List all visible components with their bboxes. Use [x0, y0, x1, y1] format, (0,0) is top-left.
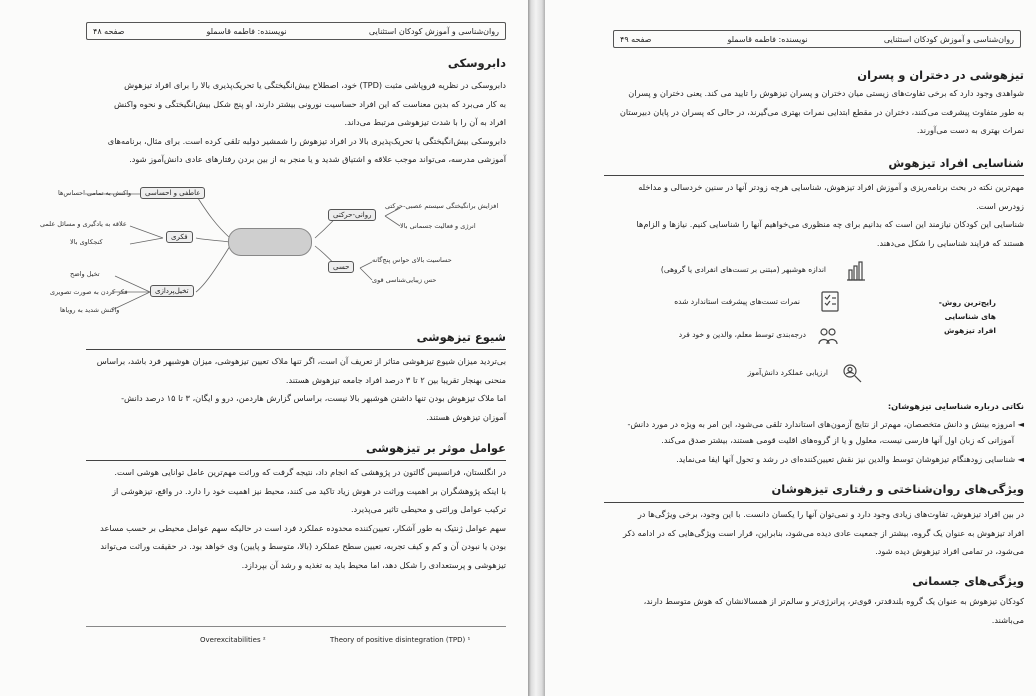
header-book-title: روان‌شناسی و آموزش کودکان استثنایی [883, 34, 1014, 44]
mindmap-leaf: حساسیت بالای حواس پنج‌گانه [372, 256, 452, 264]
header-book-title: روان‌شناسی و آموزش کودکان استثنایی [368, 26, 499, 36]
mindmap-leaf: افزایش برانگیختگی سیستم عصبی-حرکتی [385, 202, 499, 210]
mindmap-leaf: واکنش شدید به رویاها [60, 306, 120, 314]
method-item: اندازه هوشبهر (مبتنی بر تست‌های انفرادی یا گروهی) [660, 265, 826, 274]
paragraph-line: ترکیب عوامل وراثتی و محیطی تاثیر می‌پذیرد. [350, 504, 506, 514]
mindmap-center-node [228, 228, 312, 256]
paragraph-line: با اینکه پژوهشگران بر اهمیت وراثت در هوش زیاد تاکید می کنند، محیط نیز اهمیت خود را دارد. در واقع، تیزهوشی از [112, 485, 506, 496]
note-item [627, 416, 1024, 433]
mindmap-branch-intellectual: فکری [166, 231, 193, 243]
book-gutter [528, 0, 545, 696]
section-divider [86, 349, 506, 350]
paragraph-line: می‌شود، در تمامی افراد تیزهوش دیده شود. [875, 546, 1024, 556]
header-page-number: صفحه ۴۹ [620, 34, 652, 44]
mindmap-leaf: علاقه به یادگیری و مسائل علمی [40, 220, 127, 228]
paragraph-line: شواهدی وجود دارد که برخی تفاوت‌های زیستی میان دختران و پسران تیزهوش را تایید می کند. یعنی دختران و پسران [628, 88, 1024, 98]
paragraph-line: افراد تیزهوش به عنوان یک گروه، بیشتر از جمعیت عادی دیده می‌شود، بنابراین، قرار است ویژگی‌هایی که در ادامه ذکر [622, 527, 1024, 538]
section-title-dabrowski: دابروسکی [447, 56, 506, 70]
section-body-identification [604, 178, 1024, 252]
paragraph-line: منحنی بهنجار تقریبا بین ۲ تا ۳ درصد افراد جامعه تیزهوش هستند. [285, 374, 506, 385]
mindmap-leaf: واکنش به تمامی احساس‌ها [58, 189, 132, 197]
methods-heading-line: رایج‌ترین روش- [938, 298, 996, 307]
mindmap-leaf: فکر کردن به صورت تصویری [50, 288, 128, 296]
magnifier-person-icon [841, 362, 863, 384]
section-title-girls-boys: تیزهوشی در دختران و پسران [857, 68, 1024, 82]
section-body-dabrowski [86, 76, 506, 169]
paragraph-line: افراد به آن را با شدت تیزهوشی مرتبط می‌داند. [344, 117, 506, 127]
section-body-physical [604, 592, 1024, 629]
mindmap-branch-psychomotor: روانی-حرکتی [328, 209, 376, 221]
section-body-girls-boys [604, 84, 1024, 140]
paragraph-line: زودرس است. [976, 200, 1024, 211]
paragraph-line: به طور متفاوت پیشرفت می‌کنند، دختران در مقطع ابتدایی نمرات بهتری می‌گیرند، در حالی که پسران در پایان دبیرستان [619, 106, 1024, 117]
section-divider [86, 460, 506, 461]
paragraph-line: دابروسکی بیش‌انگیختگی یا تحریک‌پذیری بالا در افراد تیزهوش را شمشیر دولبه تلقی کرده است. برای مثال، برنامه‌های [107, 135, 506, 146]
mindmap-leaf: حس زیبایی‌شناسی قوی [372, 276, 437, 284]
paragraph-line: دابروسکی در نظریه فروپاشی مثبت (TPD) خود، اصطلاح بیش‌انگیختگی یا تحریک‌پذیری بالا را برای افراد تیزهوش [124, 80, 506, 90]
method-item: درجه‌بندی توسط معلم، والدین و خود فرد [678, 330, 806, 339]
paragraph-line: در انگلستان، فرانسیس گالتون در پژوهشی که انجام داد، نتیجه گرفت که وراثت مهم‌ترین عامل توانایی هوشی است. [114, 467, 506, 477]
overexcitability-mindmap [0, 180, 528, 330]
paragraph-line: بودن یا نبودن آن و کم و کیف تجربه، تعیین سطح عملکرد (بالا، متوسط و پایین) وی خواهد بود. در حقیقت وراثت می‌تواند [100, 541, 506, 551]
mindmap-leaf: انرژی و فعالیت جسمانی بالا [400, 222, 476, 230]
checklist-icon [819, 290, 841, 312]
paragraph-line: نمرات بهتری به دست می‌آورند. [916, 125, 1024, 135]
header-author: نویسنده: فاطمه قاسملو [206, 26, 287, 36]
section-title-physical: ویژگی‌های جسمانی [912, 574, 1024, 588]
header-author: نویسنده: فاطمه قاسملو [727, 34, 808, 44]
mindmap-leaf: کنجکاوی بالا [70, 238, 103, 246]
paragraph-line: بی‌تردید میزان شیوع تیزهوشی متاثر از تعریف آن است، اگر تنها ملاک تعیین تیزهوشی، میزان هوشبهر فرد باشد، براساس [96, 356, 506, 366]
paragraph-line: آموزشی مدرسه، می‌تواند موجب علاقه و اشتیاق شدید و یا منجر به از بین بردن رفتارهای عادی دانش‌آموز شود. [129, 154, 506, 164]
section-title-identification: شناسایی افراد تیزهوش [888, 156, 1024, 170]
paragraph-line: می‌باشند. [991, 614, 1024, 625]
methods-heading-line: افراد تیزهوش [944, 326, 996, 335]
methods-heading-line: های شناسایی [944, 312, 996, 321]
mindmap-branch-sensual: حسی [328, 261, 354, 273]
bullet-arrow-icon: ◄ [1015, 454, 1024, 464]
section-title-characteristics: ویژگی‌های روان‌شناختی و رفتاری تیزهوشان [771, 482, 1024, 496]
section-body-prevalence [86, 352, 506, 426]
paragraph-line: هستند که فرایند شناسایی را شکل می‌دهند. [876, 237, 1024, 248]
footnote-1: Theory of positive disintegration (TPD) ¹ [330, 636, 471, 644]
method-item: نمرات تست‌های پیشرفت استاندارد شده [674, 297, 800, 306]
bar-chart-icon [845, 260, 867, 282]
paragraph-line: اما ملاک تیزهوش بودن تنها داشتن هوشبهر بالا نیست، براساس گزارش هاردمن، درو و ایگان، ۳ تا ۱۵ درصد دانش- [121, 393, 506, 403]
section-body-factors [86, 463, 506, 574]
note-text: امروزه بینش و دانش متخصصان، مهم‌تر از نتایج آزمون‌های استاندارد تلقی می‌شود، این امر به ویژه در مورد دانش- [627, 419, 1016, 429]
methods-heading [939, 296, 996, 338]
note-item: آموزانی که زبان اول آنها فارسی نیست، معلول و یا از گروه‌های اقلیت قومی هستند، بیشتر صدق می‌کند. [661, 435, 1014, 445]
section-body-characteristics [604, 505, 1024, 561]
paragraph-line: شناسایی این کودکان نیازمند این است که بدانیم برای چه منظوری می‌خواهیم آنها را شناسایی کنیم. نیازها و الزام‌ها [636, 219, 1024, 229]
method-item: ارزیابی عملکرد دانش‌آموز [747, 368, 828, 377]
note-text: شناسایی زودهنگام تیزهوشان توسط والدین نیز نقش تعیین‌کننده‌ای در رشد و تحول آنها ایفا می‌نماید. [676, 454, 1016, 464]
section-divider [604, 502, 1024, 503]
paragraph-line: در بین افراد تیزهوش، تفاوت‌های زیادی وجود دارد و نمی‌توان آنها را یکسان دانست. با این وجود، برخی ویژگی‌ها در [637, 509, 1024, 519]
mindmap-branch-emotional: عاطفی و احساسی [140, 187, 205, 199]
page-header [86, 22, 506, 40]
mindmap-branch-imaginational: تخیل‌پردازی [150, 285, 194, 297]
section-title-prevalence: شیوع تیزهوشی [416, 330, 506, 344]
footnote-2: Overexcitabilities ² [200, 636, 266, 644]
page-header [613, 30, 1021, 48]
paragraph-line: کودکان تیزهوش به عنوان یک گروه بلندقدتر، قوی‌تر، پرانرژی‌تر و سالم‌تر از همسالانشان که هوش متوسط دارند، [643, 596, 1024, 606]
paragraph-line: آموزان تیزهوش هستند. [426, 411, 506, 422]
bullet-arrow-icon: ◄ [1015, 419, 1024, 429]
right-page [545, 0, 1036, 696]
section-divider [604, 175, 1024, 176]
paragraph-line: سهم عوامل ژنتیک به طور آشکار، تعیین‌کننده محدوده عملکرد فرد است در حالیکه سهم عوامل محیطی بر حسب مساعد [100, 522, 506, 533]
mindmap-leaf: تخیل واضح [70, 270, 100, 278]
people-rating-icon [817, 326, 839, 348]
section-title-factors: عوامل موثر بر تیزهوشی [366, 441, 506, 455]
paragraph-line: مهم‌ترین نکته در بحث برنامه‌ریزی و آموزش افراد تیزهوش، شناسایی هرچه زودتر آنها در سنین خردسالی و مداخله [638, 182, 1024, 192]
paragraph-line: تیزهوشی و پرستعدادی را شکل دهد، اما محیط باید به تغذیه و رشد آن بپردازد. [241, 559, 506, 570]
notes-title: نکاتی درباره شناسایی تیزهوشان: [887, 401, 1024, 411]
header-page-number: صفحه ۴۸ [93, 26, 125, 36]
footnote-divider [86, 626, 506, 627]
note-item [676, 451, 1024, 468]
paragraph-line: به کار می‌برد که بدین معناست که این افراد حساسیت نورونی بیشتر دارند، او پنج شکل بیش‌انگیختگی و نحوه واکنش [113, 98, 506, 109]
